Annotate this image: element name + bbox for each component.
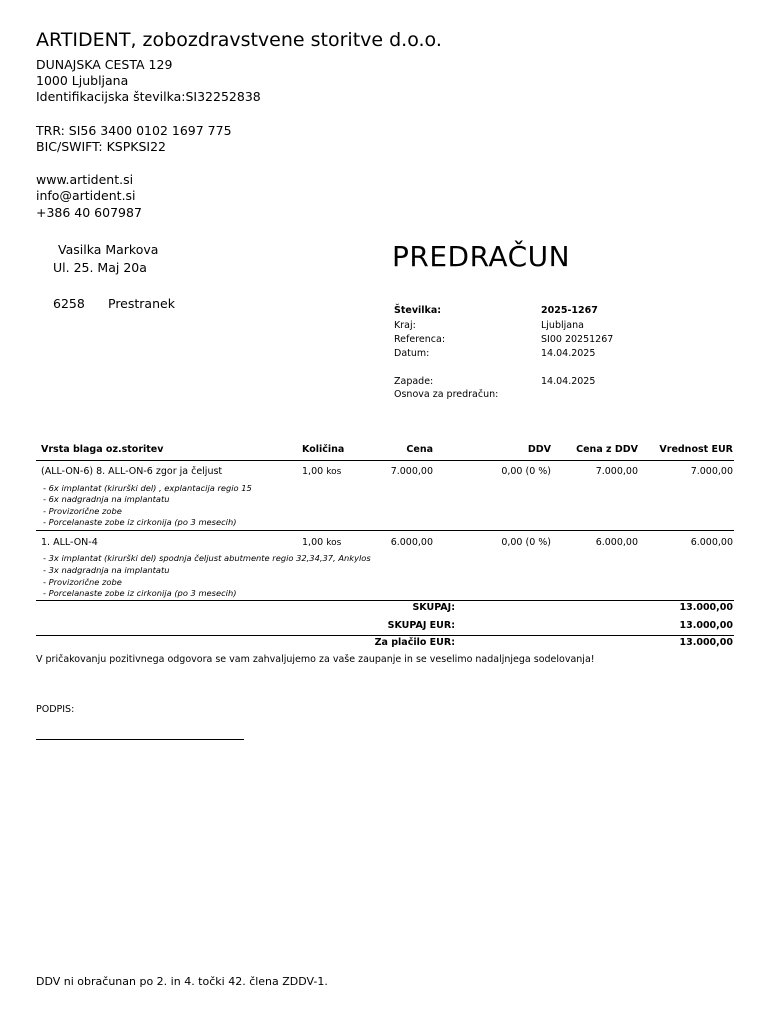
meta-value: Ljubljana	[541, 320, 584, 331]
meta-label: Kraj:	[394, 320, 416, 331]
company-phone: +386 40 607987	[36, 205, 142, 220]
item-note: - Porcelanaste zobe iz cirkonija (po 3 mesecih)	[43, 517, 237, 527]
item-note: - Provizorične zobe	[43, 577, 122, 587]
company-city: 1000 Ljubljana	[36, 73, 129, 88]
item-quantity-value: 1,00	[302, 466, 324, 477]
item-quantity	[302, 466, 341, 477]
total-label: Za plačilo EUR:	[374, 637, 455, 648]
total-to-pay	[36, 637, 734, 651]
items-table-header	[36, 444, 734, 461]
header-price-with-vat: Cena z DDV	[576, 444, 638, 455]
meta-due-date	[394, 376, 734, 387]
item-note: - 3x implantat (kirurški del) spodnja čeljust abutmente regio 32,34,37, Ankylos	[43, 553, 371, 563]
item-price: 6.000,00	[390, 537, 433, 548]
item-unit: kos	[326, 538, 342, 548]
meta-date	[394, 348, 734, 359]
company-tax-id: Identifikacijska številka:SI32252838	[36, 89, 261, 104]
item-note: - Porcelanaste zobe iz cirkonija (po 3 mesecih)	[43, 588, 237, 598]
item-note: - 3x nadgradnja na implantatu	[43, 565, 170, 575]
total-value: 13.000,00	[679, 602, 733, 613]
recipient-street: Ul. 25. Maj 20a	[53, 260, 147, 275]
document-title: PREDRAČUN	[392, 240, 571, 273]
item-note: - 6x implantat (kirurški del) , explantacija regio 15	[43, 483, 252, 493]
item-quantity	[302, 537, 341, 548]
company-swift: BIC/SWIFT: KSPKSI22	[36, 139, 166, 154]
company-street: DUNAJSKA CESTA 129	[36, 57, 173, 72]
meta-value: 14.04.2025	[541, 348, 596, 359]
row-divider	[36, 530, 734, 531]
item-vat: 0,00 (0 %)	[501, 466, 551, 477]
meta-basis	[394, 389, 734, 400]
header-description: Vrsta blaga oz.storitev	[41, 444, 164, 455]
meta-value: 2025-1267	[541, 305, 598, 316]
vat-footnote: DDV ni obračunan po 2. in 4. točki 42. člena ZDDV-1.	[36, 975, 328, 988]
recipient-town: Prestranek	[108, 296, 175, 311]
header-vat: DDV	[527, 444, 551, 455]
recipient-postal-code: 6258	[53, 296, 85, 311]
total-value: 13.000,00	[679, 620, 733, 631]
meta-label: Osnova za predračun:	[394, 389, 499, 400]
item-description: 1. ALL-ON-4	[41, 537, 98, 548]
meta-number	[394, 305, 734, 316]
item-price-with-vat: 6.000,00	[595, 537, 638, 548]
meta-label: Datum:	[394, 348, 430, 359]
meta-label: Zapade:	[394, 376, 434, 387]
recipient-name: Vasilka Markova	[58, 242, 159, 257]
item-value: 7.000,00	[690, 466, 733, 477]
item-note: - 6x nadgradnja na implantatu	[43, 494, 170, 504]
total-label: SKUPAJ:	[412, 602, 455, 613]
header-value: Vrednost EUR	[659, 444, 733, 455]
totals-divider	[36, 635, 734, 636]
closing-text: V pričakovanju pozitivnega odgovora se vam zahvaljujemo za vaše zaupanje in se veselimo nadaljnjega sodelovanja!	[36, 654, 595, 665]
item-value: 6.000,00	[690, 537, 733, 548]
meta-value: 14.04.2025	[541, 376, 596, 387]
meta-label: Številka:	[394, 305, 442, 316]
meta-label: Referenca:	[394, 334, 446, 345]
total-label: SKUPAJ EUR:	[387, 620, 455, 631]
item-vat: 0,00 (0 %)	[501, 537, 551, 548]
total-sum	[36, 602, 734, 616]
header-quantity: Količina	[302, 444, 345, 455]
row-divider	[36, 600, 734, 601]
signature-label: PODPIS:	[36, 704, 75, 715]
company-iban: TRR: SI56 3400 0102 1697 775	[36, 123, 232, 138]
item-note: - Provizorične zobe	[43, 506, 122, 516]
meta-place	[394, 320, 734, 331]
header-price: Cena	[406, 444, 433, 455]
item-price-with-vat: 7.000,00	[595, 466, 638, 477]
company-email: info@artident.si	[36, 188, 136, 203]
meta-value: SI00 20251267	[541, 334, 614, 345]
signature-line	[36, 739, 244, 740]
item-price: 7.000,00	[390, 466, 433, 477]
total-value: 13.000,00	[679, 637, 733, 648]
company-name: ARTIDENT, zobozdravstvene storitve d.o.o.	[36, 29, 442, 51]
item-unit: kos	[326, 467, 342, 477]
total-sum-eur	[36, 620, 734, 634]
company-website: www.artident.si	[36, 172, 134, 187]
meta-reference	[394, 334, 734, 345]
item-quantity-value: 1,00	[302, 537, 324, 548]
item-description: (ALL-ON-6) 8. ALL-ON-6 zgor ja čeljust	[41, 466, 223, 477]
